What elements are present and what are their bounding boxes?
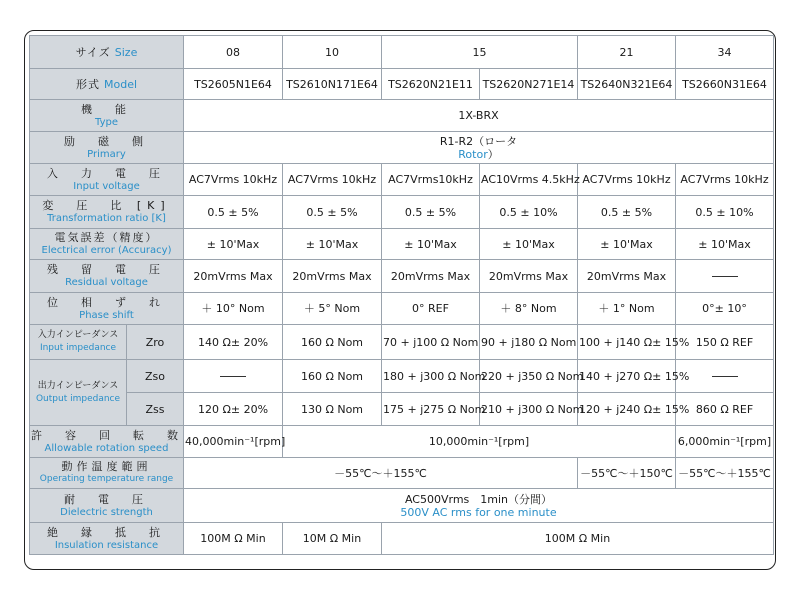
ratio-cell: 0.5 ± 5%: [382, 196, 480, 229]
residual-label: 残 留 電 圧 Residual voltage: [30, 260, 184, 293]
model-5: TS2640N321E64: [578, 69, 676, 100]
model-label: 形式 Model: [30, 69, 184, 100]
spec-table-frame: [24, 30, 776, 570]
residual-cell: 20mVrms Max: [283, 260, 382, 293]
residual-cell: 20mVrms Max: [578, 260, 676, 293]
phase-cell: ＋ 8° Nom: [480, 293, 578, 325]
output-impedance-zss-row: [30, 393, 774, 426]
error-cell: ± 10'Max: [676, 229, 774, 260]
phase-cell: 0° REF: [382, 293, 480, 325]
input-voltage-cell: AC7Vrms 10kHz: [578, 164, 676, 196]
input-impedance-cell: 150 Ω REF: [676, 325, 774, 360]
type-row: [30, 100, 774, 132]
residual-cell: 20mVrms Max: [184, 260, 283, 293]
zso-cell-empty: [676, 360, 774, 393]
spec-table: [29, 35, 774, 555]
temp-cell: －55℃～＋155℃: [676, 458, 774, 489]
speed-row: [30, 426, 774, 458]
residual-row: [30, 260, 774, 293]
input-voltage-row: [30, 164, 774, 196]
insulation-cell: 100M Ω Min: [184, 523, 283, 555]
insulation-cell: 10M Ω Min: [283, 523, 382, 555]
temp-label: 動作温度範囲 Operating temperature range: [30, 458, 184, 489]
zss-cell: 120 + j240 Ω± 15%: [578, 393, 676, 426]
input-voltage-cell: AC7Vrms 10kHz: [676, 164, 774, 196]
insulation-label: 絶 縁 抵 抗 Insulation resistance: [30, 523, 184, 555]
dielectric-row: [30, 489, 774, 523]
ratio-cell: 0.5 ± 5%: [578, 196, 676, 229]
ratio-cell: 0.5 ± 5%: [283, 196, 382, 229]
input-impedance-cell: 160 Ω Nom: [283, 325, 382, 360]
phase-cell: 0°± 10°: [676, 293, 774, 325]
ratio-cell: 0.5 ± 10%: [676, 196, 774, 229]
insulation-cell: 100M Ω Min: [382, 523, 774, 555]
error-cell: ± 10'Max: [578, 229, 676, 260]
zss-label: Zss: [127, 393, 184, 426]
temp-cell: －55℃～＋150℃: [578, 458, 676, 489]
zso-cell: 140 + j270 Ω± 15%: [578, 360, 676, 393]
insulation-row: [30, 523, 774, 555]
input-voltage-label: 入 力 電 圧 Input voltage: [30, 164, 184, 196]
input-impedance-cell: 140 Ω± 20%: [184, 325, 283, 360]
input-impedance-cell: 70 + j100 Ω Nom: [382, 325, 480, 360]
error-cell: ± 10'Max: [480, 229, 578, 260]
input-voltage-cell: AC7Vrms 10kHz: [283, 164, 382, 196]
model-3: TS2620N21E11: [382, 69, 480, 100]
size-15: 15: [382, 36, 578, 69]
input-impedance-cell: 90 + j180 Ω Nom: [480, 325, 578, 360]
ratio-cell: 0.5 ± 10%: [480, 196, 578, 229]
dielectric-label: 耐 電 圧 Dielectric strength: [30, 489, 184, 523]
residual-cell-empty: [676, 260, 774, 293]
zss-cell: 130 Ω Nom: [283, 393, 382, 426]
input-impedance-cell: 100 + j140 Ω± 15%: [578, 325, 676, 360]
zso-cell: 160 Ω Nom: [283, 360, 382, 393]
size-08: 08: [184, 36, 283, 69]
zss-cell: 210 + j300 Ω Nom: [480, 393, 578, 426]
input-voltage-cell: AC7Vrms 10kHz: [184, 164, 283, 196]
error-label: 電気誤差（精度） Electrical error (Accuracy): [30, 229, 184, 260]
error-row: [30, 229, 774, 260]
primary-row: [30, 132, 774, 164]
speed-label: 許 容 回 転 数 Allowable rotation speed: [30, 426, 184, 458]
size-21: 21: [578, 36, 676, 69]
size-row: [30, 36, 774, 69]
residual-cell: 20mVrms Max: [480, 260, 578, 293]
phase-cell: ＋ 1° Nom: [578, 293, 676, 325]
primary-value: R1-R2（ロータ Rotor）: [184, 132, 774, 164]
size-10: 10: [283, 36, 382, 69]
speed-cell: 10,000min⁻¹[rpm]: [283, 426, 676, 458]
type-value: 1X-BRX: [184, 100, 774, 132]
phase-label: 位 相 ず れ Phase shift: [30, 293, 184, 325]
zso-cell: 180 + j300 Ω Nom: [382, 360, 480, 393]
zso-cell-empty: [184, 360, 283, 393]
model-2: TS2610N171E64: [283, 69, 382, 100]
size-label: サイズ Size: [30, 36, 184, 69]
temp-cell: －55℃～＋155℃: [184, 458, 578, 489]
model-1: TS2605N1E64: [184, 69, 283, 100]
ratio-cell: 0.5 ± 5%: [184, 196, 283, 229]
residual-cell: 20mVrms Max: [382, 260, 480, 293]
zss-cell: 120 Ω± 20%: [184, 393, 283, 426]
temp-row: [30, 458, 774, 489]
input-impedance-row: [30, 325, 774, 360]
phase-cell: ＋ 10° Nom: [184, 293, 283, 325]
ratio-row: [30, 196, 774, 229]
zso-label: Zso: [127, 360, 184, 393]
size-34: 34: [676, 36, 774, 69]
zso-cell: 220 + j350 Ω Nom: [480, 360, 578, 393]
phase-row: [30, 293, 774, 325]
zss-cell: 175 + j275 Ω Nom: [382, 393, 480, 426]
zro-label: Zro: [127, 325, 184, 360]
output-impedance-zso-row: [30, 360, 774, 393]
speed-cell: 40,000min⁻¹[rpm]: [184, 426, 283, 458]
error-cell: ± 10'Max: [184, 229, 283, 260]
model-4: TS2620N271E14: [480, 69, 578, 100]
dielectric-value: AC500Vrms 1min（分間） 500V AC rms for one minute: [184, 489, 774, 523]
error-cell: ± 10'Max: [382, 229, 480, 260]
primary-label: 励 磁 側 Primary: [30, 132, 184, 164]
error-cell: ± 10'Max: [283, 229, 382, 260]
ratio-label: 変 圧 比 [K] Transformation ratio [K]: [30, 196, 184, 229]
phase-cell: ＋ 5° Nom: [283, 293, 382, 325]
input-impedance-label: 入力インピーダンス Input impedance: [30, 325, 127, 360]
type-label: 機 能 Type: [30, 100, 184, 132]
input-voltage-cell: AC10Vrms 4.5kHz: [480, 164, 578, 196]
zss-cell: 860 Ω REF: [676, 393, 774, 426]
speed-cell: 6,000min⁻¹[rpm]: [676, 426, 774, 458]
model-6: TS2660N31E64: [676, 69, 774, 100]
model-row: [30, 69, 774, 100]
output-impedance-label: 出力インピーダンス Output impedance: [30, 360, 127, 426]
input-voltage-cell: AC7Vrms10kHz: [382, 164, 480, 196]
